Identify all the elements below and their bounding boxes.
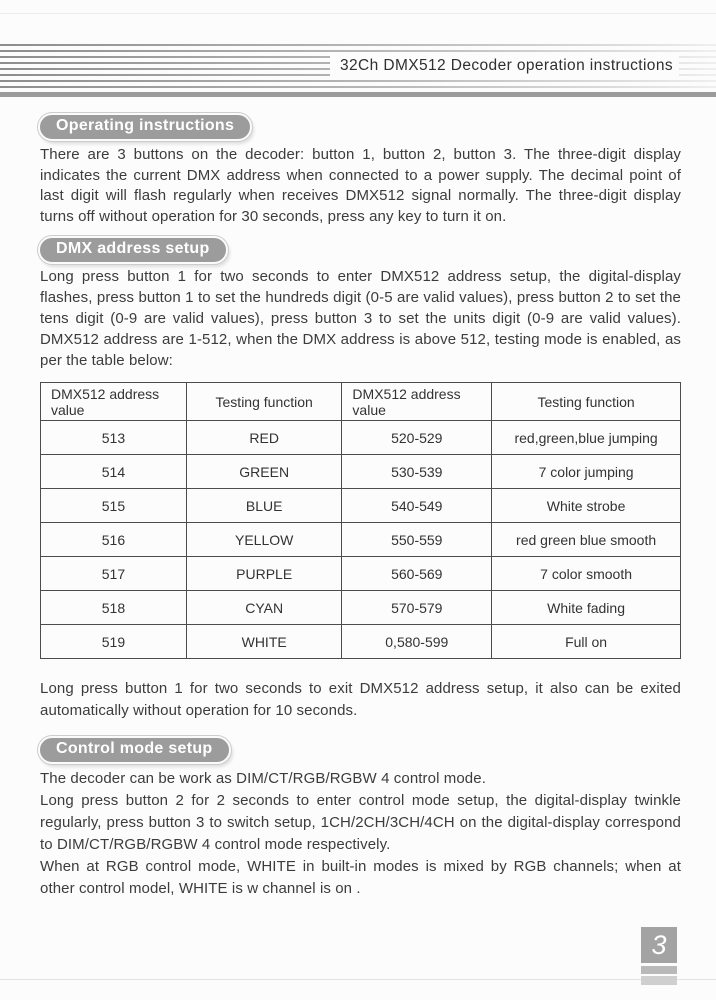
page-number-decoration-bar [641, 966, 677, 974]
control-mode-paragraph-1: The decoder can be work as DIM/CT/RGB/RGBW 4 control mode. [40, 770, 486, 787]
table-cell: 514 [41, 455, 187, 489]
header-divider-bar [0, 92, 716, 97]
column-header: Testing function [186, 383, 342, 421]
dmx-address-outro-paragraph: Long press button 1 for two seconds to exit DMX512 address setup, it also can be exited automatically without operation for 10 seconds. [40, 680, 681, 719]
table-cell: 515 [41, 489, 187, 523]
table-row [41, 557, 681, 591]
table-cell: RED [186, 421, 342, 455]
page-number-badge: 3 [641, 927, 677, 963]
column-header: Testing function [492, 383, 681, 421]
table-row [41, 455, 681, 489]
testing-mode-table [40, 382, 681, 659]
section-heading-operating-instructions: Operating instructions [38, 113, 252, 141]
table-cell: GREEN [186, 455, 342, 489]
table-cell: White strobe [492, 489, 681, 523]
table-cell: WHITE [186, 625, 342, 659]
top-hairline [0, 13, 716, 14]
table-cell: 7 color smooth [492, 557, 681, 591]
table-cell: 513 [41, 421, 187, 455]
table-cell: 540-549 [342, 489, 492, 523]
table-cell: red,green,blue jumping [492, 421, 681, 455]
page-number-decoration-bar [641, 976, 677, 985]
column-header: DMX512 address value [342, 383, 492, 421]
table-row [41, 591, 681, 625]
table-cell: 516 [41, 523, 187, 557]
table-cell: CYAN [186, 591, 342, 625]
table-row [41, 489, 681, 523]
column-header: DMX512 address value [41, 383, 187, 421]
table-cell: 560-569 [342, 557, 492, 591]
section-heading-control-mode-setup: Control mode setup [38, 736, 231, 764]
table-cell: 7 color jumping [492, 455, 681, 489]
table-cell: 570-579 [342, 591, 492, 625]
table-row [41, 421, 681, 455]
table-row [41, 625, 681, 659]
document-title: 32Ch DMX512 Decoder operation instructions [330, 55, 679, 78]
table-cell: 518 [41, 591, 187, 625]
table-cell: PURPLE [186, 557, 342, 591]
bottom-hairline [0, 979, 716, 980]
table-cell: 0,580-599 [342, 625, 492, 659]
operating-instructions-paragraph: There are 3 buttons on the decoder: button 1, button 2, button 3. The three-digit display indicates the current DMX address when connected to a power supply. The decimal point of last digit will flash regularly when receives DMX512 signal normally. The three-digit display turns off without operation for 30 seconds, press any key to turn it on. [40, 146, 681, 225]
control-mode-paragraphs [40, 768, 681, 900]
table-cell: 519 [41, 625, 187, 659]
table-cell: White fading [492, 591, 681, 625]
table-cell: Full on [492, 625, 681, 659]
table-cell: BLUE [186, 489, 342, 523]
table-cell: red green blue smooth [492, 523, 681, 557]
table-cell: 530-539 [342, 455, 492, 489]
table-cell: 550-559 [342, 523, 492, 557]
table-cell: 520-529 [342, 421, 492, 455]
dmx-address-intro-paragraph: Long press button 1 for two seconds to enter DMX512 address setup, the digital-display flashes, press button 1 to set the hundreds digit (0-5 are valid values), press button 2 to set the tens digit (0-9 are valid values), press button 3 to set the units digit (0-9 are valid values). DMX512 address are 1-512, when the DMX address is above 512, testing mode is enabled, as per the table below: [40, 268, 681, 369]
control-mode-paragraph-3: When at RGB control mode, WHITE in built-in modes is mixed by RGB channels; when at other control model, WHITE is w channel is on . [40, 858, 681, 897]
control-mode-paragraph-2: Long press button 2 for 2 seconds to enter control mode setup, the digital-display twinkle regularly, press button 3 to switch setup, 1CH/2CH/3CH/4CH on the digital-display correspond to DIM/CT/RGB/RGBW 4 control mode respectively. [40, 792, 681, 853]
table-cell: YELLOW [186, 523, 342, 557]
table-header-row [41, 383, 681, 421]
section-heading-dmx-address-setup: DMX address setup [38, 236, 228, 264]
table-row [41, 523, 681, 557]
table-cell: 517 [41, 557, 187, 591]
